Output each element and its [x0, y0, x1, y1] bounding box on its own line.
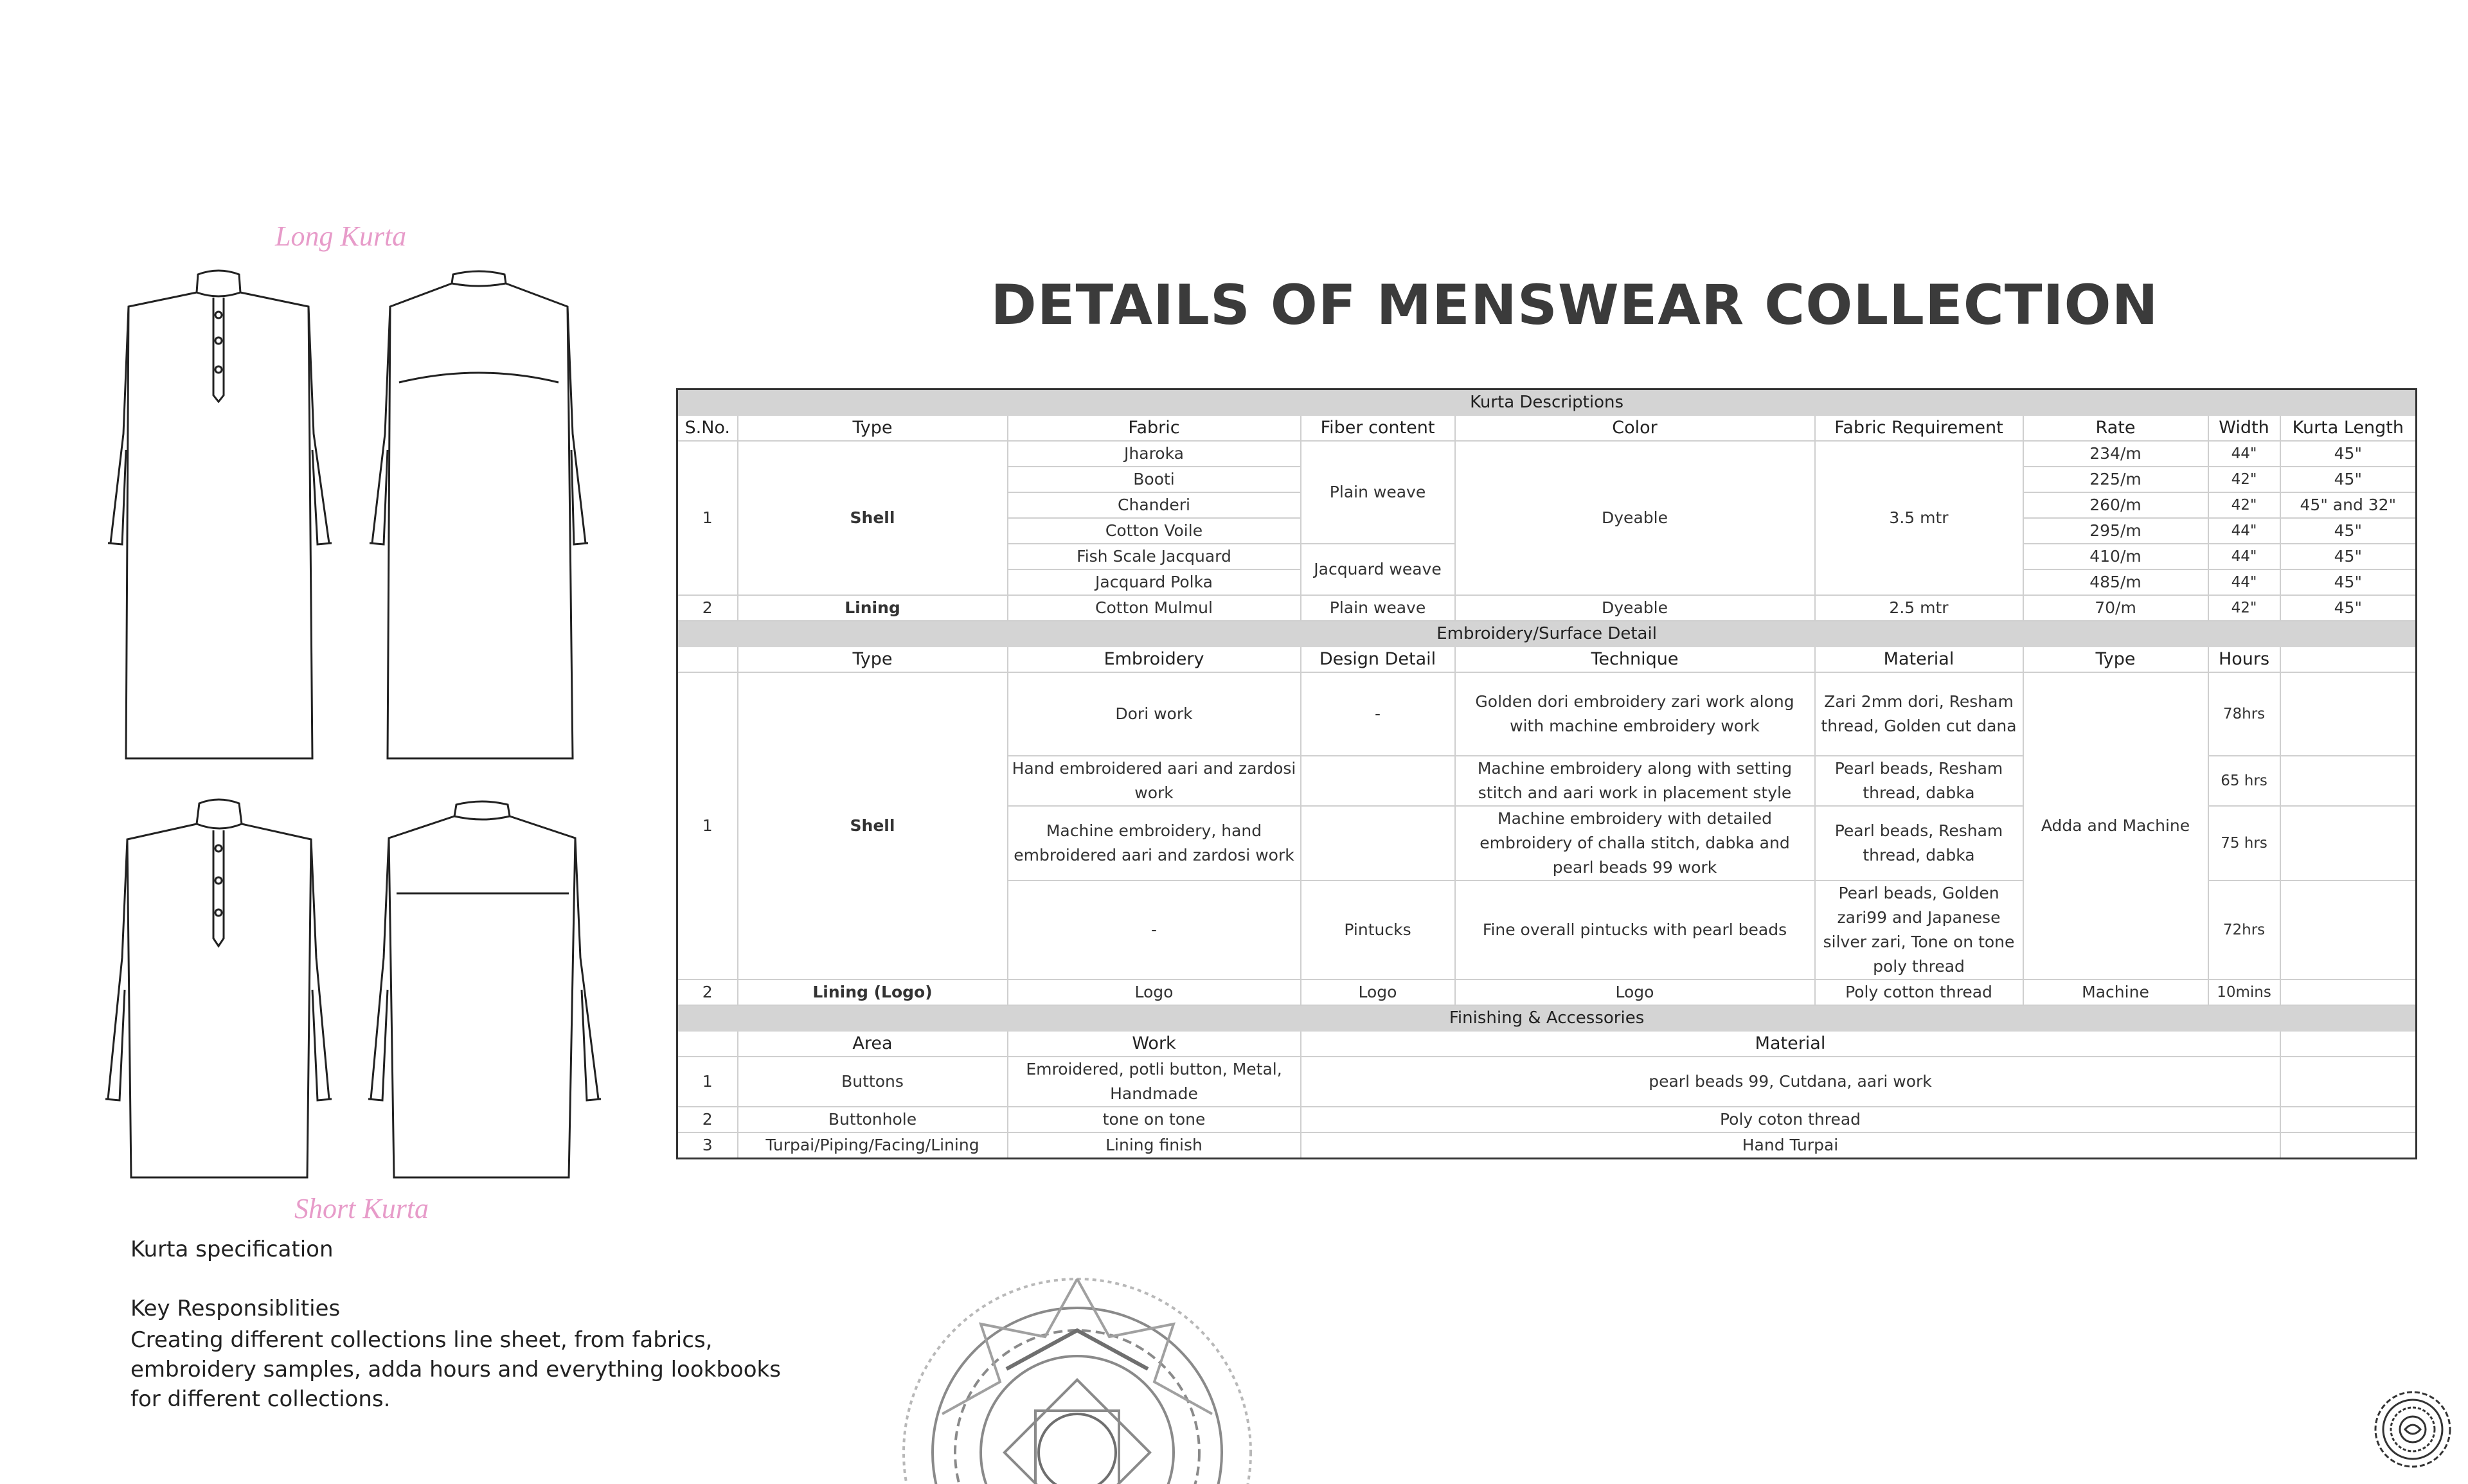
short-kurta-front-sketch	[103, 797, 334, 1183]
table-row	[677, 441, 2417, 467]
material-cell: Pearl beads, Resham thread, dabka	[1815, 756, 2023, 806]
table-row	[677, 595, 2417, 621]
embroidery-cell: Logo	[1008, 979, 1301, 1005]
table-row	[677, 979, 2417, 1005]
table-row	[677, 1107, 2417, 1132]
empty-cell	[2280, 1132, 2417, 1159]
col-header: Area	[738, 1031, 1008, 1057]
col-header: Type	[738, 647, 1008, 672]
technique-cell: Machine embroidery with detailed embroidery of challa stitch, dabka and pearl beads 99 work	[1455, 806, 1815, 881]
rate-cell: 70/m	[2023, 595, 2208, 621]
material-cell: Pearl beads, Golden zari99 and Japanese silver zari, Tone on tone poly thread	[1815, 881, 2023, 979]
width-cell: 44"	[2208, 544, 2280, 569]
requirement-cell: 3.5 mtr	[1815, 441, 2023, 595]
length-cell: 45" and 32"	[2280, 492, 2417, 518]
kurta-specification-label: Kurta specification	[130, 1237, 334, 1262]
area-cell: Buttonhole	[738, 1107, 1008, 1132]
fabric-cell: Jharoka	[1008, 441, 1301, 467]
col-header: Color	[1455, 415, 1815, 441]
serial-number: 2	[677, 979, 738, 1005]
long-kurta-back-sketch	[363, 267, 595, 768]
technique-cell: Golden dori embroidery zari work along with machine embroidery work	[1455, 672, 1815, 756]
fiber-cell: Jacquard weave	[1301, 544, 1455, 595]
serial-number: 2	[677, 595, 738, 621]
length-cell: 45"	[2280, 595, 2417, 621]
key-responsibilities-text: Creating different collections line sheet, from fabrics, embroidery samples, adda hours and everything lookbooks for different collections.	[130, 1327, 781, 1412]
design-cell: Pintucks	[1301, 881, 1455, 979]
area-cell: Buttons	[738, 1057, 1008, 1107]
work-type-cell: Machine	[2023, 979, 2208, 1005]
length-cell: 45"	[2280, 544, 2417, 569]
col-header: Fabric	[1008, 415, 1301, 441]
fabric-cell: Booti	[1008, 467, 1301, 492]
rate-cell: 260/m	[2023, 492, 2208, 518]
menswear-spec-table	[676, 388, 2417, 1159]
rate-cell: 410/m	[2023, 544, 2208, 569]
work-cell: tone on tone	[1008, 1107, 1301, 1132]
col-header: Material	[1301, 1031, 2280, 1057]
col-header: Work	[1008, 1031, 1301, 1057]
technique-cell: Logo	[1455, 979, 1815, 1005]
section-finishing	[677, 1005, 2417, 1031]
embroidery-header-row	[677, 647, 2417, 672]
serial-number: 1	[677, 1057, 738, 1107]
col-header: Fabric Requirement	[1815, 415, 2023, 441]
design-cell: -	[1301, 672, 1455, 756]
rate-cell: 295/m	[2023, 518, 2208, 544]
type-cell: Shell	[738, 672, 1008, 979]
table-row	[677, 1057, 2417, 1107]
width-cell: 42"	[2208, 467, 2280, 492]
empty-cell	[677, 647, 738, 672]
technique-cell: Fine overall pintucks with pearl beads	[1455, 881, 1815, 979]
work-cell: Lining finish	[1008, 1132, 1301, 1159]
col-header: Embroidery	[1008, 647, 1301, 672]
rate-cell: 485/m	[2023, 569, 2208, 595]
rate-cell: 234/m	[2023, 441, 2208, 467]
section-embroidery	[677, 621, 2417, 647]
section-title: Kurta Descriptions	[677, 389, 2417, 416]
empty-cell	[2280, 1107, 2417, 1132]
width-cell: 42"	[2208, 595, 2280, 621]
seal-icon	[2372, 1388, 2454, 1471]
width-cell: 44"	[2208, 441, 2280, 467]
requirement-cell: 2.5 mtr	[1815, 595, 2023, 621]
fiber-cell: Plain weave	[1301, 595, 1455, 621]
page-title: DETAILS OF MENSWEAR COLLECTION	[990, 273, 2159, 337]
width-cell: 44"	[2208, 569, 2280, 595]
material-cell: Zari 2mm dori, Resham thread, Golden cut dana	[1815, 672, 2023, 756]
empty-cell	[2280, 756, 2417, 806]
fabric-cell: Jacquard Polka	[1008, 569, 1301, 595]
col-header: Hours	[2208, 647, 2280, 672]
empty-cell	[2280, 647, 2417, 672]
section-title: Embroidery/Surface Detail	[677, 621, 2417, 647]
fabric-cell: Cotton Mulmul	[1008, 595, 1301, 621]
col-header: Design Detail	[1301, 647, 1455, 672]
material-cell: Hand Turpai	[1301, 1132, 2280, 1159]
col-header: Technique	[1455, 647, 1815, 672]
serial-number: 2	[677, 1107, 738, 1132]
empty-cell	[2280, 1057, 2417, 1107]
empty-cell	[2280, 979, 2417, 1005]
embroidery-cell: -	[1008, 881, 1301, 979]
serial-number: 1	[677, 672, 738, 979]
fabric-cell: Fish Scale Jacquard	[1008, 544, 1301, 569]
material-cell: Poly cotton thread	[1815, 979, 2023, 1005]
empty-cell	[677, 1031, 738, 1057]
design-cell	[1301, 806, 1455, 881]
hours-cell: 72hrs	[2208, 881, 2280, 979]
col-header: Kurta Length	[2280, 415, 2417, 441]
empty-cell	[2280, 881, 2417, 979]
width-cell: 44"	[2208, 518, 2280, 544]
work-type-cell: Adda and Machine	[2023, 672, 2208, 979]
hours-cell: 75 hrs	[2208, 806, 2280, 881]
col-header: Type	[738, 415, 1008, 441]
col-header: S.No.	[677, 415, 738, 441]
fiber-cell: Plain weave	[1301, 441, 1455, 544]
embroidery-cell: Hand embroidered aari and zardosi work	[1008, 756, 1301, 806]
empty-cell	[2280, 672, 2417, 756]
type-cell: Lining	[738, 595, 1008, 621]
table-row	[677, 672, 2417, 756]
col-header: Material	[1815, 647, 2023, 672]
section-kurta-descriptions	[677, 389, 2417, 416]
design-cell: Logo	[1301, 979, 1455, 1005]
length-cell: 45"	[2280, 441, 2417, 467]
hours-cell: 10mins	[2208, 979, 2280, 1005]
empty-cell	[2280, 806, 2417, 881]
long-kurta-label: Long Kurta	[275, 220, 407, 252]
mandala-watermark-icon	[897, 1247, 1257, 1484]
embroidery-cell: Dori work	[1008, 672, 1301, 756]
design-cell	[1301, 756, 1455, 806]
key-responsibilities-heading: Key Responsiblities	[130, 1296, 341, 1321]
serial-number: 1	[677, 441, 738, 595]
type-cell: Lining (Logo)	[738, 979, 1008, 1005]
col-header: Fiber content	[1301, 415, 1455, 441]
col-header: Rate	[2023, 415, 2208, 441]
embroidery-cell: Machine embroidery, hand embroidered aari and zardosi work	[1008, 806, 1301, 881]
color-cell: Dyeable	[1455, 441, 1815, 595]
section-title: Finishing & Accessories	[677, 1005, 2417, 1031]
fabric-cell: Chanderi	[1008, 492, 1301, 518]
kurta-header-row	[677, 415, 2417, 441]
finishing-header-row	[677, 1031, 2417, 1057]
material-cell: Poly coton thread	[1301, 1107, 2280, 1132]
short-kurta-back-sketch	[363, 797, 620, 1183]
hours-cell: 78hrs	[2208, 672, 2280, 756]
material-cell: Pearl beads, Resham thread, dabka	[1815, 806, 2023, 881]
length-cell: 45"	[2280, 518, 2417, 544]
length-cell: 45"	[2280, 467, 2417, 492]
col-header: Width	[2208, 415, 2280, 441]
long-kurta-front-sketch	[103, 267, 334, 768]
length-cell: 45"	[2280, 569, 2417, 595]
material-cell: pearl beads 99, Cutdana, aari work	[1301, 1057, 2280, 1107]
color-cell: Dyeable	[1455, 595, 1815, 621]
area-cell: Turpai/Piping/Facing/Lining	[738, 1132, 1008, 1159]
hours-cell: 65 hrs	[2208, 756, 2280, 806]
technique-cell: Machine embroidery along with setting stitch and aari work in placement style	[1455, 756, 1815, 806]
rate-cell: 225/m	[2023, 467, 2208, 492]
work-cell: Emroidered, potli button, Metal, Handmade	[1008, 1057, 1301, 1107]
type-cell: Shell	[738, 441, 1008, 595]
fabric-cell: Cotton Voile	[1008, 518, 1301, 544]
short-kurta-label: Short Kurta	[294, 1193, 429, 1224]
table-row	[677, 1132, 2417, 1159]
serial-number: 3	[677, 1132, 738, 1159]
width-cell: 42"	[2208, 492, 2280, 518]
col-header: Type	[2023, 647, 2208, 672]
empty-cell	[2280, 1031, 2417, 1057]
